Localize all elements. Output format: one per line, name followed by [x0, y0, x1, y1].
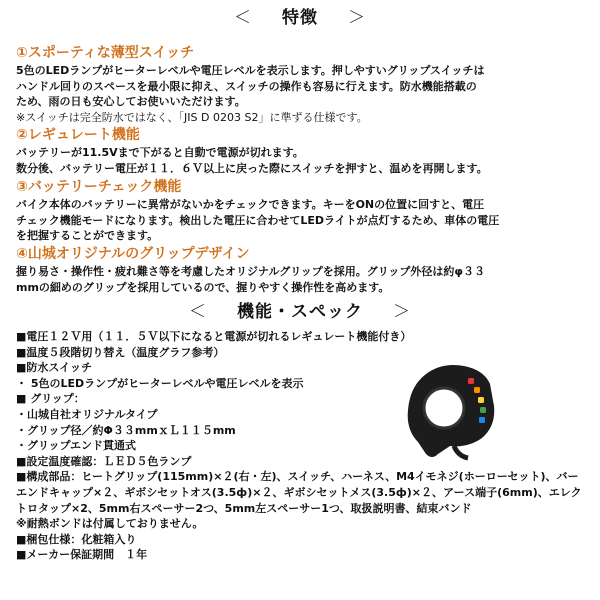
spec-item-warranty: ■メーカー保証期間 １年: [16, 548, 148, 562]
spec-item-grip-size: ・グリップ径／約Φ３３mmｘＬ１１５mm: [16, 423, 236, 437]
led-lamp: [479, 417, 485, 423]
feature-body: 5色のLEDランプがヒーターレベルや電圧レベルを表示します。押しやすいグリップスイッチは ハンドル回りのスペースを最小限に抑え、スイッチの操作も容易に行えます。防水機能搭載の ため、雨の日も安心してお使いいただけます。: [16, 64, 485, 108]
led-lamp: [474, 387, 480, 393]
led-lamp: [478, 397, 484, 403]
feature-block-3: [16, 178, 586, 244]
feature-heading: ④山城オリジナルのグリップデザイン: [16, 246, 250, 262]
feature-body: 握り易さ・操作性・疲れ難さ等を考慮したオリジナルグリップを採用。グリップ外径は約φ３３ mmの細めのグリップを採用しているので、握りやすく操作性を高めます。: [16, 265, 485, 294]
feature-block-4: [16, 245, 586, 295]
led-lamp: [480, 407, 486, 413]
features-title-text: 特徴: [282, 8, 318, 28]
title-bracket-right: ＞: [393, 302, 411, 322]
led-lamp: [468, 378, 474, 384]
title-bracket-left: ＜: [189, 302, 207, 322]
grip-switch-icon: [398, 362, 508, 462]
title-bracket-right: ＞: [348, 8, 366, 28]
feature-body: バッテリーが11.5Vまで下がると自動で電源が切れます。 数分後、バッテリー電圧が１１．６Ｖ以上に戻った際にスイッチを押すと、温めを再開します。: [16, 146, 488, 175]
spec-item-packaging: ■梱包仕様：化粧箱入り: [16, 532, 137, 546]
specs-title-text: 機能・スペック: [237, 302, 363, 322]
spec-item-waterproof: ■防水スイッチ: [16, 361, 92, 375]
spec-item-bond-note: ※耐熱ボンドは付属しておりません。: [16, 517, 204, 531]
feature-heading: ②レギュレート機能: [16, 127, 140, 143]
feature-note: ※スイッチは完全防水ではなく、「JIS D 0203 S2」に準ずる仕様です。: [16, 110, 368, 124]
spec-item-temperature: ■温度５段階切り替え（温度グラフ参考）: [16, 345, 225, 359]
specs-section-title: [0, 302, 600, 322]
feature-block-2: [16, 126, 586, 176]
feature-heading: ③バッテリーチェック機能: [16, 179, 182, 195]
spec-item-led: ・ 5色のLEDランプがヒーターレベルや電圧レベルを表示: [16, 376, 304, 390]
feature-heading: ①スポーティな薄型スイッチ: [16, 45, 195, 61]
title-bracket-left: ＜: [234, 8, 252, 28]
spec-item-grip: ■ グリップ：: [16, 392, 85, 406]
feature-block-1: [16, 44, 586, 125]
features-section-title: [0, 8, 600, 28]
spec-item-grip-type: ・山城自社オリジナルタイプ: [16, 407, 158, 421]
spec-item-grip-end: ・グリップエンド貫通式: [16, 439, 137, 453]
spec-item-voltage: ■電圧１２Ｖ用（１１．５Ｖ以下になると電源が切れるレギュレート機能付き）: [16, 330, 412, 343]
feature-body: バイク本体のバッテリーに異常がないかをチェックできます。キーをONの位置に回すと、電圧 チェック機能モードになります。検出した電圧に合わせてLEDライトが点灯するため、車体の電圧 を把握することができます。: [16, 198, 500, 242]
spec-item-components: ■構成部品：ヒートグリップ(115mm)×２(右・左)、スイッチ、ハーネス、M4イモネジ(ホーローセット)、バーエンドキャップ×２、ギボシセットオス(3.5ф)×２、ギボシセットメス(3.5ф)×２、アース端子(6mm)、エレクトロタップ×2、5mm右スペーサー2つ、5mm左スペーサー1つ、取扱説明書、結束バンド: [16, 470, 582, 515]
spec-item-temp-check: ■設定温度確認：ＬＥＤ５色ランプ: [16, 454, 192, 468]
